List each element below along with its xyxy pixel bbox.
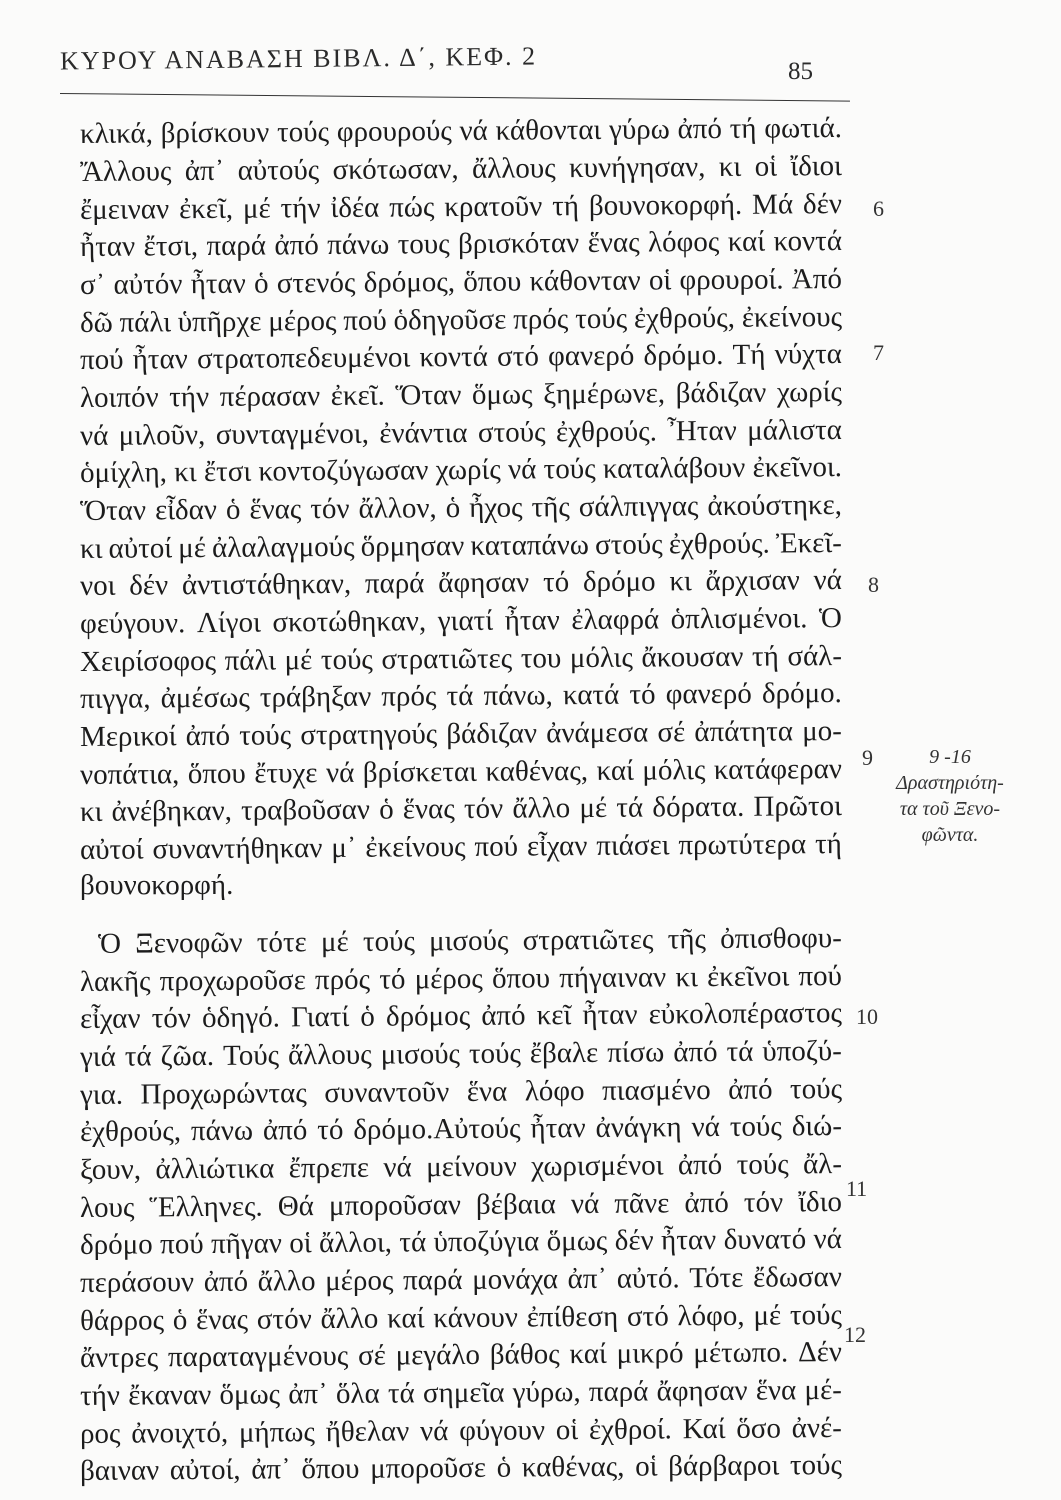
margin-note-line: Δραστηριότη-	[896, 772, 1004, 794]
text-line: βουνοκορφή.	[80, 869, 234, 901]
text-line: Ἄλλους ἀπ᾿ αὐτούς σκότωσαν, ἄλλους κυνήγησαν, κι οἱ ἴδιοι	[79, 150, 843, 188]
text-line: δῶ πάλι ὑπῆρχε μέρος πού ὁδηγοῦσε πρός τούς ἐχθρούς, ἐκείνους	[79, 301, 843, 339]
text-line: δρόμο πού πῆγαν οἱ ἄλλοι, τά ὑποζύγια ὅμως δέν ἦταν δυνατό νά	[79, 1223, 842, 1261]
text-line: Ὅταν εἶδαν ὁ ἕνας τόν ἄλλον, ὁ ἦχος τῆς σάλπιγγας ἀκούστηκε,	[79, 489, 843, 527]
text-line: για. Προχωρώντας συναντοῦν ἕνα λόφο πιασμένο ἀπό τούς	[79, 1073, 843, 1111]
text-line: λοιπόν τήν πέρασαν ἐκεῖ. Ὅταν ὅμως ξημέρωνε, βάδιζαν χωρίς	[79, 376, 843, 414]
margin-note	[880, 744, 1020, 848]
text-line: ἄντρες παραταγμένους σέ μεγάλο βάθος καί μικρό μέτωπο. Δέν	[79, 1336, 843, 1374]
text-line: Μερικοί ἀπό τούς στρατηγούς βάδιζαν ἀνάμεσα σέ ἀπάτητα μο-	[79, 715, 843, 753]
margin-note-range: 9 -16	[929, 746, 971, 768]
text-line: τήν ἔκαναν ὅμως ἀπ᾿ ὅλα τά σημεῖα γύρω, παρά ἄφησαν ἕνα μέ-	[79, 1374, 842, 1412]
text-line: ἦταν ἔτσι, παρά ἀπό πάνω τους βρισκόταν ἕνας λόφος καί κοντά	[79, 225, 843, 263]
text-line: λους Ἕλληνες. Θά μποροῦσαν βέβαια νά πᾶνε ἀπό τόν ἴδιο	[79, 1186, 843, 1224]
text-line: ἔμειναν ἐκεῖ, μέ τήν ἰδέα πώς κρατοῦν τή βουνοκορφή. Μά δέν	[79, 188, 843, 226]
text-line: πιγγα, ἀμέσως τράβηξαν πρός τά πάνω, κατά τό φανερό δρόμο.	[79, 677, 842, 715]
section-number: 11	[846, 1176, 868, 1201]
text-line: νά μιλοῦν, συνταγμένοι, ἐνάντια στούς ἐχθρούς. Ἦταν μάλιστα	[79, 414, 843, 452]
text-line: βαιναν αὐτοί, ἀπ᾿ ὅπου μποροῦσε ὁ καθένας, οἱ βάρβαροι τούς	[79, 1449, 843, 1487]
text-line: Χειρίσοφος πάλι μέ τούς στρατιῶτες του μόλις ἄκουσαν τή σάλ-	[79, 640, 843, 678]
text-line: κλικά, βρίσκουν τούς φρουρούς νά κάθονται γύρω ἀπό τή φωτιά.	[79, 112, 843, 150]
text-line: κι αὐτοί μέ ἀλαλαγμούς ὅρμησαν καταπάνω στούς ἐχθρούς. Ἐκεῖ-	[79, 527, 843, 565]
section-number: 12	[844, 1322, 866, 1347]
text-line: ρος ἀνοιχτό, μήπως ἤθελαν νά φύγουν οἱ ἐχθροί. Καί ὅσο ἀνέ-	[79, 1412, 842, 1450]
section-number: 10	[856, 1004, 878, 1029]
section-number: 7	[873, 340, 884, 365]
text-line: κι ἀνέβηκαν, τραβοῦσαν ὁ ἕνας τόν ἄλλο μέ τά δόρατα. Πρῶτοι	[79, 790, 843, 828]
running-title: ΚΥΡΟΥ ΑΝΑΒΑΣΗ ΒΙΒΛ. Δ΄, ΚΕΦ. 2	[59, 41, 538, 76]
text-line: γιά τά ζῶα. Τούς ἄλλους μισούς τούς ἔβαλε πίσω ἀπό τά ὑποζύ-	[79, 1035, 842, 1073]
margin-note-line: τα τοῦ Ξενο-	[899, 798, 1001, 820]
text-line: Ὁ Ξενοφῶν τότε μέ τούς μισούς στρατιῶτες τῆς ὀπισθοφυ-	[97, 922, 843, 960]
text-line: αὐτοί συναντήθηκαν μ᾿ ἐκείνους πού εἶχαν πιάσει πρωτύτερα τή	[79, 828, 843, 866]
margin-note-line: φῶντα.	[921, 824, 979, 846]
text-line: φεύγουν. Λίγοι σκοτώθηκαν, γιατί ἦταν ἐλαφρά ὁπλισμένοι. Ὁ	[79, 602, 843, 640]
text-line: ξουν, ἀλλιώτικα ἔπρεπε νά μείνουν χωρισμένοι ἀπό τούς ἄλ-	[79, 1148, 843, 1186]
text-line: λακῆς προχωροῦσε πρός τό μέρος ὅπου πήγαιναν κι ἐκεῖνοι πού	[79, 960, 843, 998]
text-line: εἶχαν τόν ὁδηγό. Γιατί ὁ δρόμος ἀπό κεῖ ἦταν εὐκολοπέραστος	[79, 997, 843, 1035]
text-line: θάρρος ὁ ἕνας στόν ἄλλο καί κάνουν ἐπίθεση στό λόφο, μέ τούς	[79, 1299, 843, 1337]
section-number: 8	[868, 572, 879, 597]
text-line: σ᾿ αὐτόν ἦταν ὁ στενός δρόμος, ὅπου κάθονταν οἱ φρουροί. Ἀπό	[79, 263, 843, 301]
text-line: ὁμίχλη, κι ἔτσι κοντοζύγωσαν χωρίς νά τούς καταλάβουν ἐκεῖνοι.	[79, 451, 843, 489]
text-line: περάσουν ἀπό ἄλλο μέρος παρά μονάχα ἀπ᾿ αὐτό. Τότε ἔδωσαν	[79, 1261, 843, 1299]
section-number: 9	[862, 745, 873, 770]
text-line: νοπάτια, ὅπου ἔτυχε νά βρίσκεται καθένας, καί μόλις κατάφεραν	[79, 753, 843, 791]
text-line: νοι δέν ἀντιστάθηκαν, παρά ἄφησαν τό δρόμο κι ἄρχισαν νά	[79, 564, 843, 602]
text-line: πού ἦταν στρατοπεδευμένοι κοντά στό φανερό δρόμο. Τή νύχτα	[79, 338, 843, 376]
section-number: 6	[873, 196, 884, 221]
text-line: ἐχθρούς, πάνω ἀπό τό δρόμο.Αὐτούς ἦταν ἀνάγκη νά τούς διώ-	[79, 1110, 843, 1148]
page-number: 85	[788, 58, 813, 85]
